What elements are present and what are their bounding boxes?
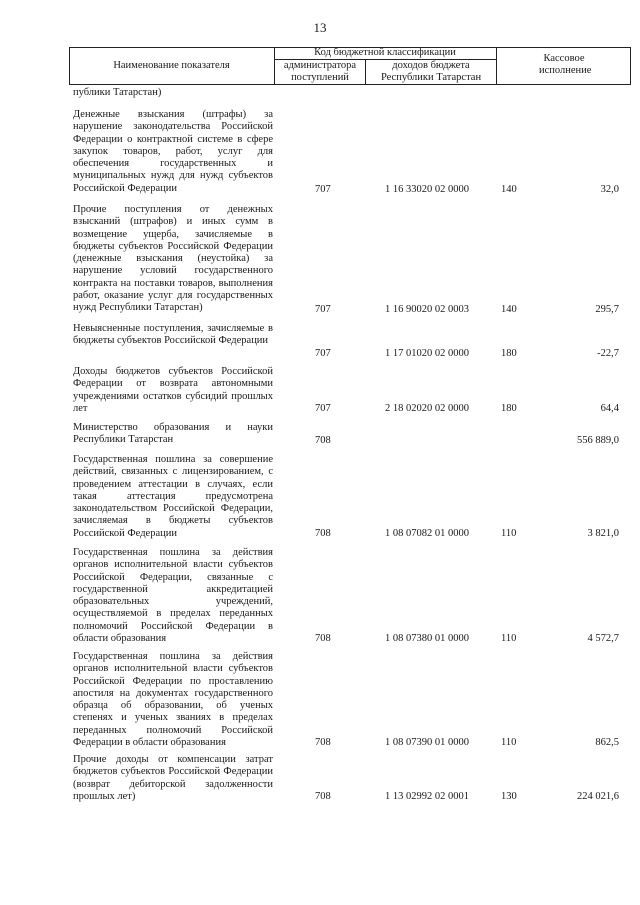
- row-name: Министерство образования и науки Республики Татарстан: [73, 422, 273, 446]
- row-name: публики Татарстан): [73, 87, 162, 98]
- row-kind: 180: [501, 402, 517, 414]
- row-code: 1 08 07082 01 0000: [385, 527, 469, 539]
- row-amount: 224 021,6: [577, 790, 619, 802]
- row-kind: 110: [501, 527, 517, 539]
- row-name: Доходы бюджетов субъектов Российской Федерации от возврата автономными учреждениями остатков субсидий прошлых лет: [73, 366, 273, 414]
- row-name: Прочие доходы от компенсации затрат бюджетов субъектов Российской Федерации (возврат дебиторской задолженности прошлых лет): [73, 754, 273, 802]
- row-admin: 708: [315, 736, 331, 748]
- row-admin: 707: [315, 303, 331, 315]
- table-row: [73, 754, 633, 803]
- table-row: [73, 651, 633, 749]
- row-code: 1 16 33020 02 0000: [385, 183, 469, 195]
- row-admin: 708: [315, 434, 331, 446]
- row-admin: 708: [315, 632, 331, 644]
- table-row: [73, 366, 633, 415]
- table-row: [73, 109, 633, 196]
- row-name: Денежные взыскания (штрафы) за нарушение законодательства Российской Федерации о контрактной системе в сфере закупок товаров, работ, услуг для обеспечения государственных и муниципальных нужд для нужд субъектов Российской Федерации: [73, 109, 273, 194]
- row-kind: 130: [501, 790, 517, 802]
- table-row: [73, 422, 633, 447]
- row-admin: 707: [315, 347, 331, 359]
- table-row: [73, 547, 633, 645]
- row-code: 1 16 90020 02 0003: [385, 303, 469, 315]
- row-name: Прочие поступления от денежных взысканий (штрафов) и иных сумм в возмещение ущерба, зачисляемые в бюджеты субъектов Российской Федерации (денежные взыскания (неустойка) за нарушение условий государственного контракта на поставки товаров, выполнения работ, оказание услуг для государственных нужд Республики Татарстан): [73, 204, 273, 314]
- row-kind: 110: [501, 736, 517, 748]
- table-row: [73, 454, 633, 540]
- header-divider: [496, 47, 497, 85]
- row-admin: 708: [315, 790, 331, 802]
- row-admin: 707: [315, 402, 331, 414]
- table-row: [73, 204, 633, 316]
- row-kind: 140: [501, 183, 517, 195]
- row-code: 2 18 02020 02 0000: [385, 402, 469, 414]
- row-code: 1 17 01020 02 0000: [385, 347, 469, 359]
- row-kind: 110: [501, 632, 517, 644]
- row-admin: 707: [315, 183, 331, 195]
- header-income-column: доходов бюджета Республики Татарстан: [380, 60, 482, 83]
- row-amount: 556 889,0: [577, 434, 619, 446]
- row-code: 1 08 07380 01 0000: [385, 632, 469, 644]
- row-kind: 180: [501, 347, 517, 359]
- row-amount: 32,0: [600, 183, 619, 195]
- header-admin-column: администратора поступлений: [283, 60, 357, 83]
- header-code-group: Код бюджетной классификации: [314, 47, 456, 58]
- table-row: [73, 323, 633, 360]
- row-name: Государственная пошлина за действия органов исполнительной власти субъектов Российской Федерации, связанные с государственной аккредитацией образовательных учреждений, осуществляемой в пределах переданных полномочий Российской Федерации в области образования: [73, 547, 273, 645]
- row-code: 1 13 02992 02 0001: [385, 790, 469, 802]
- row-code: 1 08 07390 01 0000: [385, 736, 469, 748]
- row-amount: 295,7: [595, 303, 619, 315]
- row-name: Государственная пошлина за действия органов исполнительной власти субъектов Российской Федерации по проставлению апостиля на документах государственного образца об образовании, об ученых степенях и ученых званиях в пределах переданных полномочий Российской Федерации в области образования: [73, 651, 273, 749]
- row-amount: 3 821,0: [587, 527, 619, 539]
- header-amount-column: Кассовое исполнение: [539, 53, 592, 76]
- row-amount: 4 572,7: [587, 632, 619, 644]
- table-row: [73, 87, 633, 100]
- row-name: Невыясненные поступления, зачисляемые в бюджеты субъектов Российской Федерации: [73, 323, 273, 347]
- row-amount: -22,7: [597, 347, 619, 359]
- table-header: [69, 47, 631, 85]
- row-admin: 708: [315, 527, 331, 539]
- header-name-column: Наименование показателя: [113, 60, 230, 71]
- header-divider: [365, 59, 366, 85]
- row-kind: 140: [501, 303, 517, 315]
- page-number: 13: [313, 20, 327, 35]
- row-amount: 64,4: [600, 402, 619, 414]
- row-name: Государственная пошлина за совершение действий, связанных с лицензированием, с проведением аттестации в случаях, если такая аттестация предусмотрена законодательством Российской Федерации, зачисляемая в бюджеты субъектов Российской Федерации: [73, 454, 273, 539]
- row-amount: 862,5: [595, 736, 619, 748]
